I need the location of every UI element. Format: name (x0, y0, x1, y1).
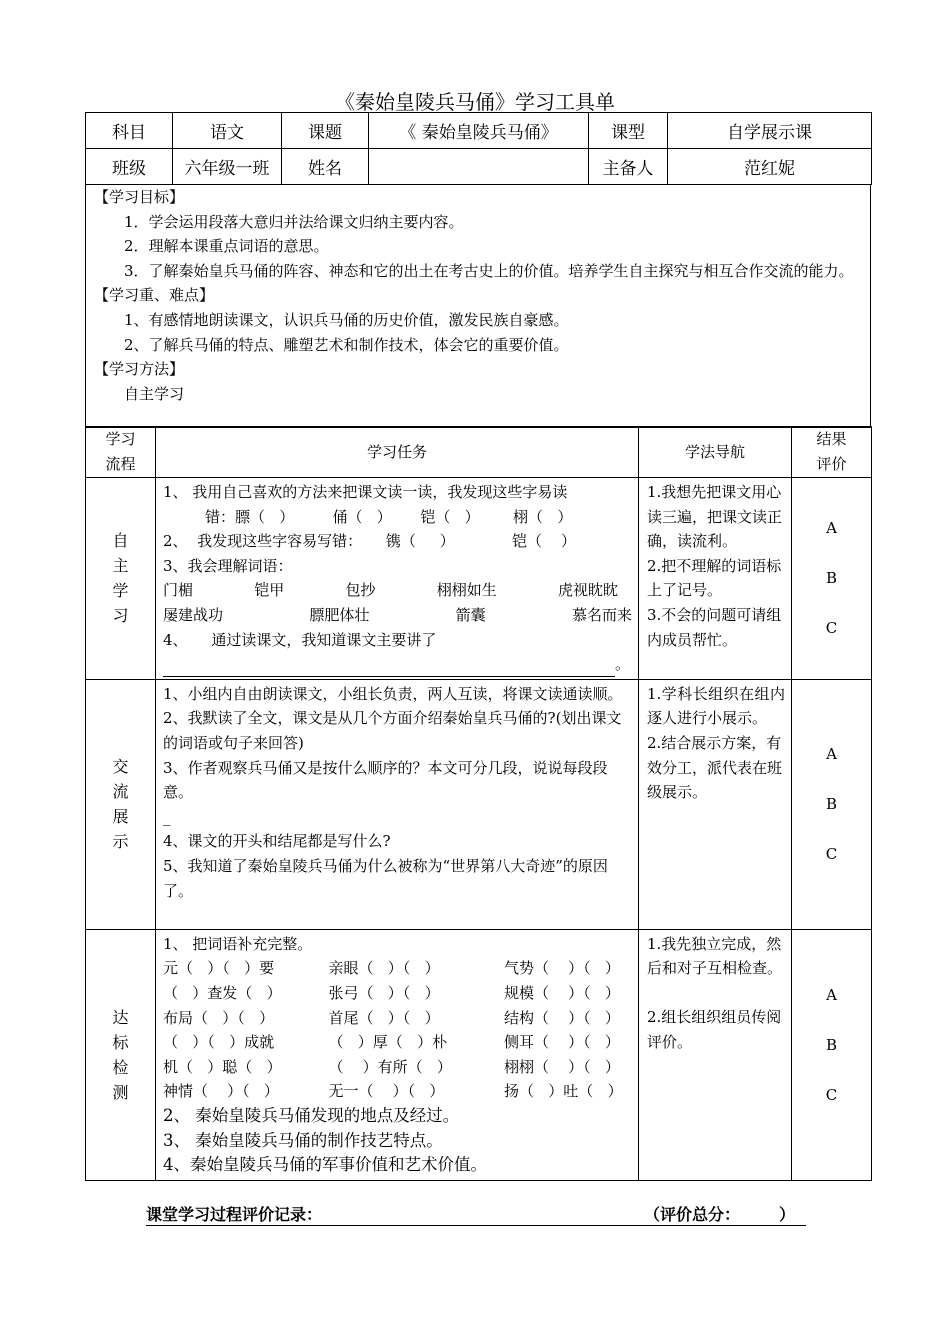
info-row-2 (86, 149, 872, 185)
grade-b[interactable]: B (825, 1035, 838, 1054)
self-task-1-chars: 错：膘（ ） 俑（ ） 铠（ ） 栩（ ） (205, 507, 573, 526)
check-guide-1: 1.我先独立完成，然后和对子互相检查。 (647, 934, 783, 978)
process-header: 学习流程 (86, 427, 156, 478)
fill-item[interactable]: 规模（ ）（ ） (504, 983, 620, 1002)
word: 铠甲 (254, 581, 285, 600)
preparer-label: 主备人 (589, 149, 668, 185)
self-study-grade (792, 478, 872, 680)
lesson-type-value: 自学展示课 (668, 113, 872, 149)
check-guide-2: 2.组长组织组员传阅评价。 (647, 1007, 782, 1051)
task-header: 学习任务 (156, 427, 639, 478)
self-study-label: 自主学习 (112, 531, 129, 626)
exchange-task-5: 5、我知道了秦始皇陵兵马俑为什么被称为“世界第八大奇迹”的原因了。 (163, 856, 608, 900)
objective-3: 3．了解秦始皇兵马俑的阵容、神态和它的出土在考古史上的价值。培养学生自主探究与相互合作交流的能力。 (124, 261, 854, 280)
preparer-value: 范红妮 (668, 149, 872, 185)
fill-item[interactable]: 神情（ ）（ ） (163, 1082, 279, 1101)
self-task-1: 1、 我用自己喜欢的方法来把课文读一读，我发现这些字易读 (163, 483, 568, 501)
grade-c[interactable]: C (825, 845, 838, 864)
fill-item[interactable]: 无一（ ）（ ） (328, 1082, 445, 1101)
exchange-task-3: 3、作者观察兵马俑又是按什么顺序的？本文可分几段，说说每段段意。 (163, 758, 608, 802)
check-grade (792, 929, 872, 1180)
keypoint-2: 2、了解兵马俑的特点、雕塑艺术和制作技术，体会它的重要价值。 (124, 335, 569, 354)
objective-1: 1．学会运用段落大意归并法给课文归纳主要内容。 (124, 212, 464, 231)
evaluation-record-label: 课堂学习过程评价记录： (146, 1205, 323, 1224)
total-score[interactable]: （评价总分： ） (644, 1205, 795, 1224)
exchange-label: 交流展示 (112, 757, 129, 852)
exchange-guide-1: 1.学科长组织在组内逐人进行小展示。 (647, 684, 785, 728)
fill-item[interactable]: 张弓（ ）（ ） (328, 983, 440, 1002)
self-guide-2: 2.把不理解的词语标上了记号。 (647, 556, 782, 600)
exchange-tasks (156, 679, 639, 929)
self-study-label-cell (86, 478, 156, 680)
method-text: 自主学习 (124, 384, 185, 403)
grade-a[interactable]: A (826, 745, 837, 764)
keypoint-1: 1、有感情地朗读课文，认识兵马俑的历史价值，激发民族自豪感。 (124, 310, 569, 329)
self-task-3: 3、我会理解词语： (163, 556, 293, 575)
fill-item[interactable]: 结构（ ）（ ） (504, 1008, 620, 1027)
name-value[interactable] (369, 149, 589, 185)
exchange-task-4: 4、课文的开头和结尾都是写什么? (163, 832, 391, 851)
fill-item[interactable]: （ ）（ ）成就 (163, 1033, 275, 1052)
word: 屡建战功 (163, 605, 224, 624)
check-task-2: 2、 秦始皇陵兵马俑发现的地点及经过。 (163, 1105, 460, 1125)
word-row-1 (163, 578, 632, 603)
fill-item[interactable]: 机（ ）聪（ ） (163, 1057, 282, 1076)
self-study-row (86, 478, 872, 680)
name-label: 姓名 (282, 149, 369, 185)
check-label: 达标检测 (112, 1007, 129, 1102)
fill-item[interactable]: （ ）查发（ ） (163, 983, 282, 1002)
fill-item[interactable]: 布局（ ）（ ） (163, 1008, 275, 1027)
word: 门楣 (163, 581, 194, 600)
fill-row (163, 956, 632, 981)
fill-item[interactable]: 首尾（ ）（ ） (328, 1008, 440, 1027)
check-guide (639, 929, 792, 1180)
check-label-cell (86, 929, 156, 1180)
guide-header: 学法导航 (639, 427, 792, 478)
page-title: 《秦始皇陵兵马俑》学习工具单 (335, 90, 615, 114)
exchange-task-3-blank[interactable]: _ (163, 807, 171, 826)
self-task-2: 2、 我发现这些字容易写错： 镌（ ） 铠（ ） (163, 532, 577, 551)
method-heading: 【学习方法】 (94, 360, 185, 379)
word: 慕名而来 (571, 605, 632, 624)
subject-value: 语文 (173, 113, 282, 149)
objective-2: 2．理解本课重点词语的意思。 (124, 237, 329, 256)
goals-cell (86, 185, 871, 428)
info-table (85, 112, 872, 185)
info-row-1 (86, 113, 872, 149)
answer-line[interactable] (163, 652, 632, 677)
grade-c[interactable]: C (825, 619, 838, 638)
fill-item[interactable]: 栩栩（ ）（ ） (504, 1057, 620, 1076)
answer-blank[interactable] (163, 658, 615, 677)
class-label: 班级 (86, 149, 173, 185)
self-study-guide (639, 478, 792, 680)
exchange-task-2: 2、我默读了全文，课文是从几个方面介绍秦始皇兵马俑的?(划出课文的词语或句子来回答) (163, 709, 622, 752)
topic-value: 《 秦始皇陵兵马俑》 (369, 113, 589, 149)
grade-a[interactable]: A (826, 985, 837, 1004)
lesson-type-label: 课型 (589, 113, 668, 149)
fill-item[interactable]: 扬（ ）吐（ ） (504, 1082, 623, 1101)
topic-label: 课题 (282, 113, 369, 149)
exchange-grade (792, 679, 872, 929)
process-header-row (86, 427, 872, 478)
fill-item[interactable]: 气势（ ）（ ） (504, 959, 620, 978)
subject-label: 科目 (86, 113, 173, 149)
fill-item[interactable]: 亲眼（ ）（ ） (328, 959, 440, 978)
fill-row (163, 1030, 632, 1055)
fill-row (163, 1079, 632, 1104)
exchange-label-cell (86, 679, 156, 929)
fill-row (163, 1055, 632, 1080)
fill-item[interactable]: 元（ ）（ ）要 (163, 959, 275, 978)
self-guide-3: 3.不会的问题可请组内成员帮忙。 (647, 605, 782, 649)
fill-item[interactable]: （ ）有所（ ） (328, 1057, 452, 1076)
word: 箭囊 (455, 605, 486, 624)
exchange-guide-2: 2.结合展示方案，有效分工，派代表在班级展示。 (647, 733, 783, 802)
fill-item[interactable]: 侧耳（ ）（ ） (504, 1033, 620, 1052)
fill-row (163, 1006, 632, 1031)
check-task-1: 1、 把词语补充完整。 (163, 934, 313, 953)
exchange-guide (639, 679, 792, 929)
grade-c[interactable]: C (825, 1085, 838, 1104)
word: 栩栩如生 (436, 581, 497, 600)
fill-item[interactable]: （ ）厚（ ）朴 (328, 1033, 448, 1052)
word-row-2 (163, 603, 632, 628)
grade-a[interactable]: A (826, 519, 837, 538)
evaluation-record[interactable] (146, 1202, 806, 1226)
goals-table (85, 184, 871, 428)
evaluation-header: 结果评价 (792, 427, 872, 478)
check-row (86, 929, 872, 1180)
check-task-4: 4、秦始皇陵兵马俑的军事价值和艺术价值。 (163, 1155, 487, 1175)
check-task-3: 3、 秦始皇陵兵马俑的制作技艺特点。 (163, 1130, 443, 1150)
grade-b[interactable]: B (825, 569, 838, 588)
grade-b[interactable]: B (825, 795, 838, 814)
exchange-task-1: 1、小组内自由朗读课文，小组长负责，两人互读，将课文读通读顺。 (163, 684, 623, 703)
class-value: 六年级一班 (173, 149, 282, 185)
word: 虎视眈眈 (557, 581, 618, 600)
period: 。 (615, 655, 631, 674)
exchange-row (86, 679, 872, 929)
process-table (85, 426, 872, 1181)
word: 膘肥体壮 (309, 605, 370, 624)
self-task-4: 4、 通过读课文，我知道课文主要讲了 (163, 630, 437, 649)
keypoints-heading: 【学习重、难点】 (94, 286, 215, 305)
objectives-heading: 【学习目标】 (94, 188, 185, 206)
word: 包抄 (345, 581, 376, 600)
self-guide-1: 1.我想先把课文用心读三遍，把课文读正确，读流利。 (647, 483, 783, 551)
self-study-tasks (156, 478, 639, 680)
fill-row (163, 981, 632, 1006)
check-tasks (156, 929, 639, 1180)
